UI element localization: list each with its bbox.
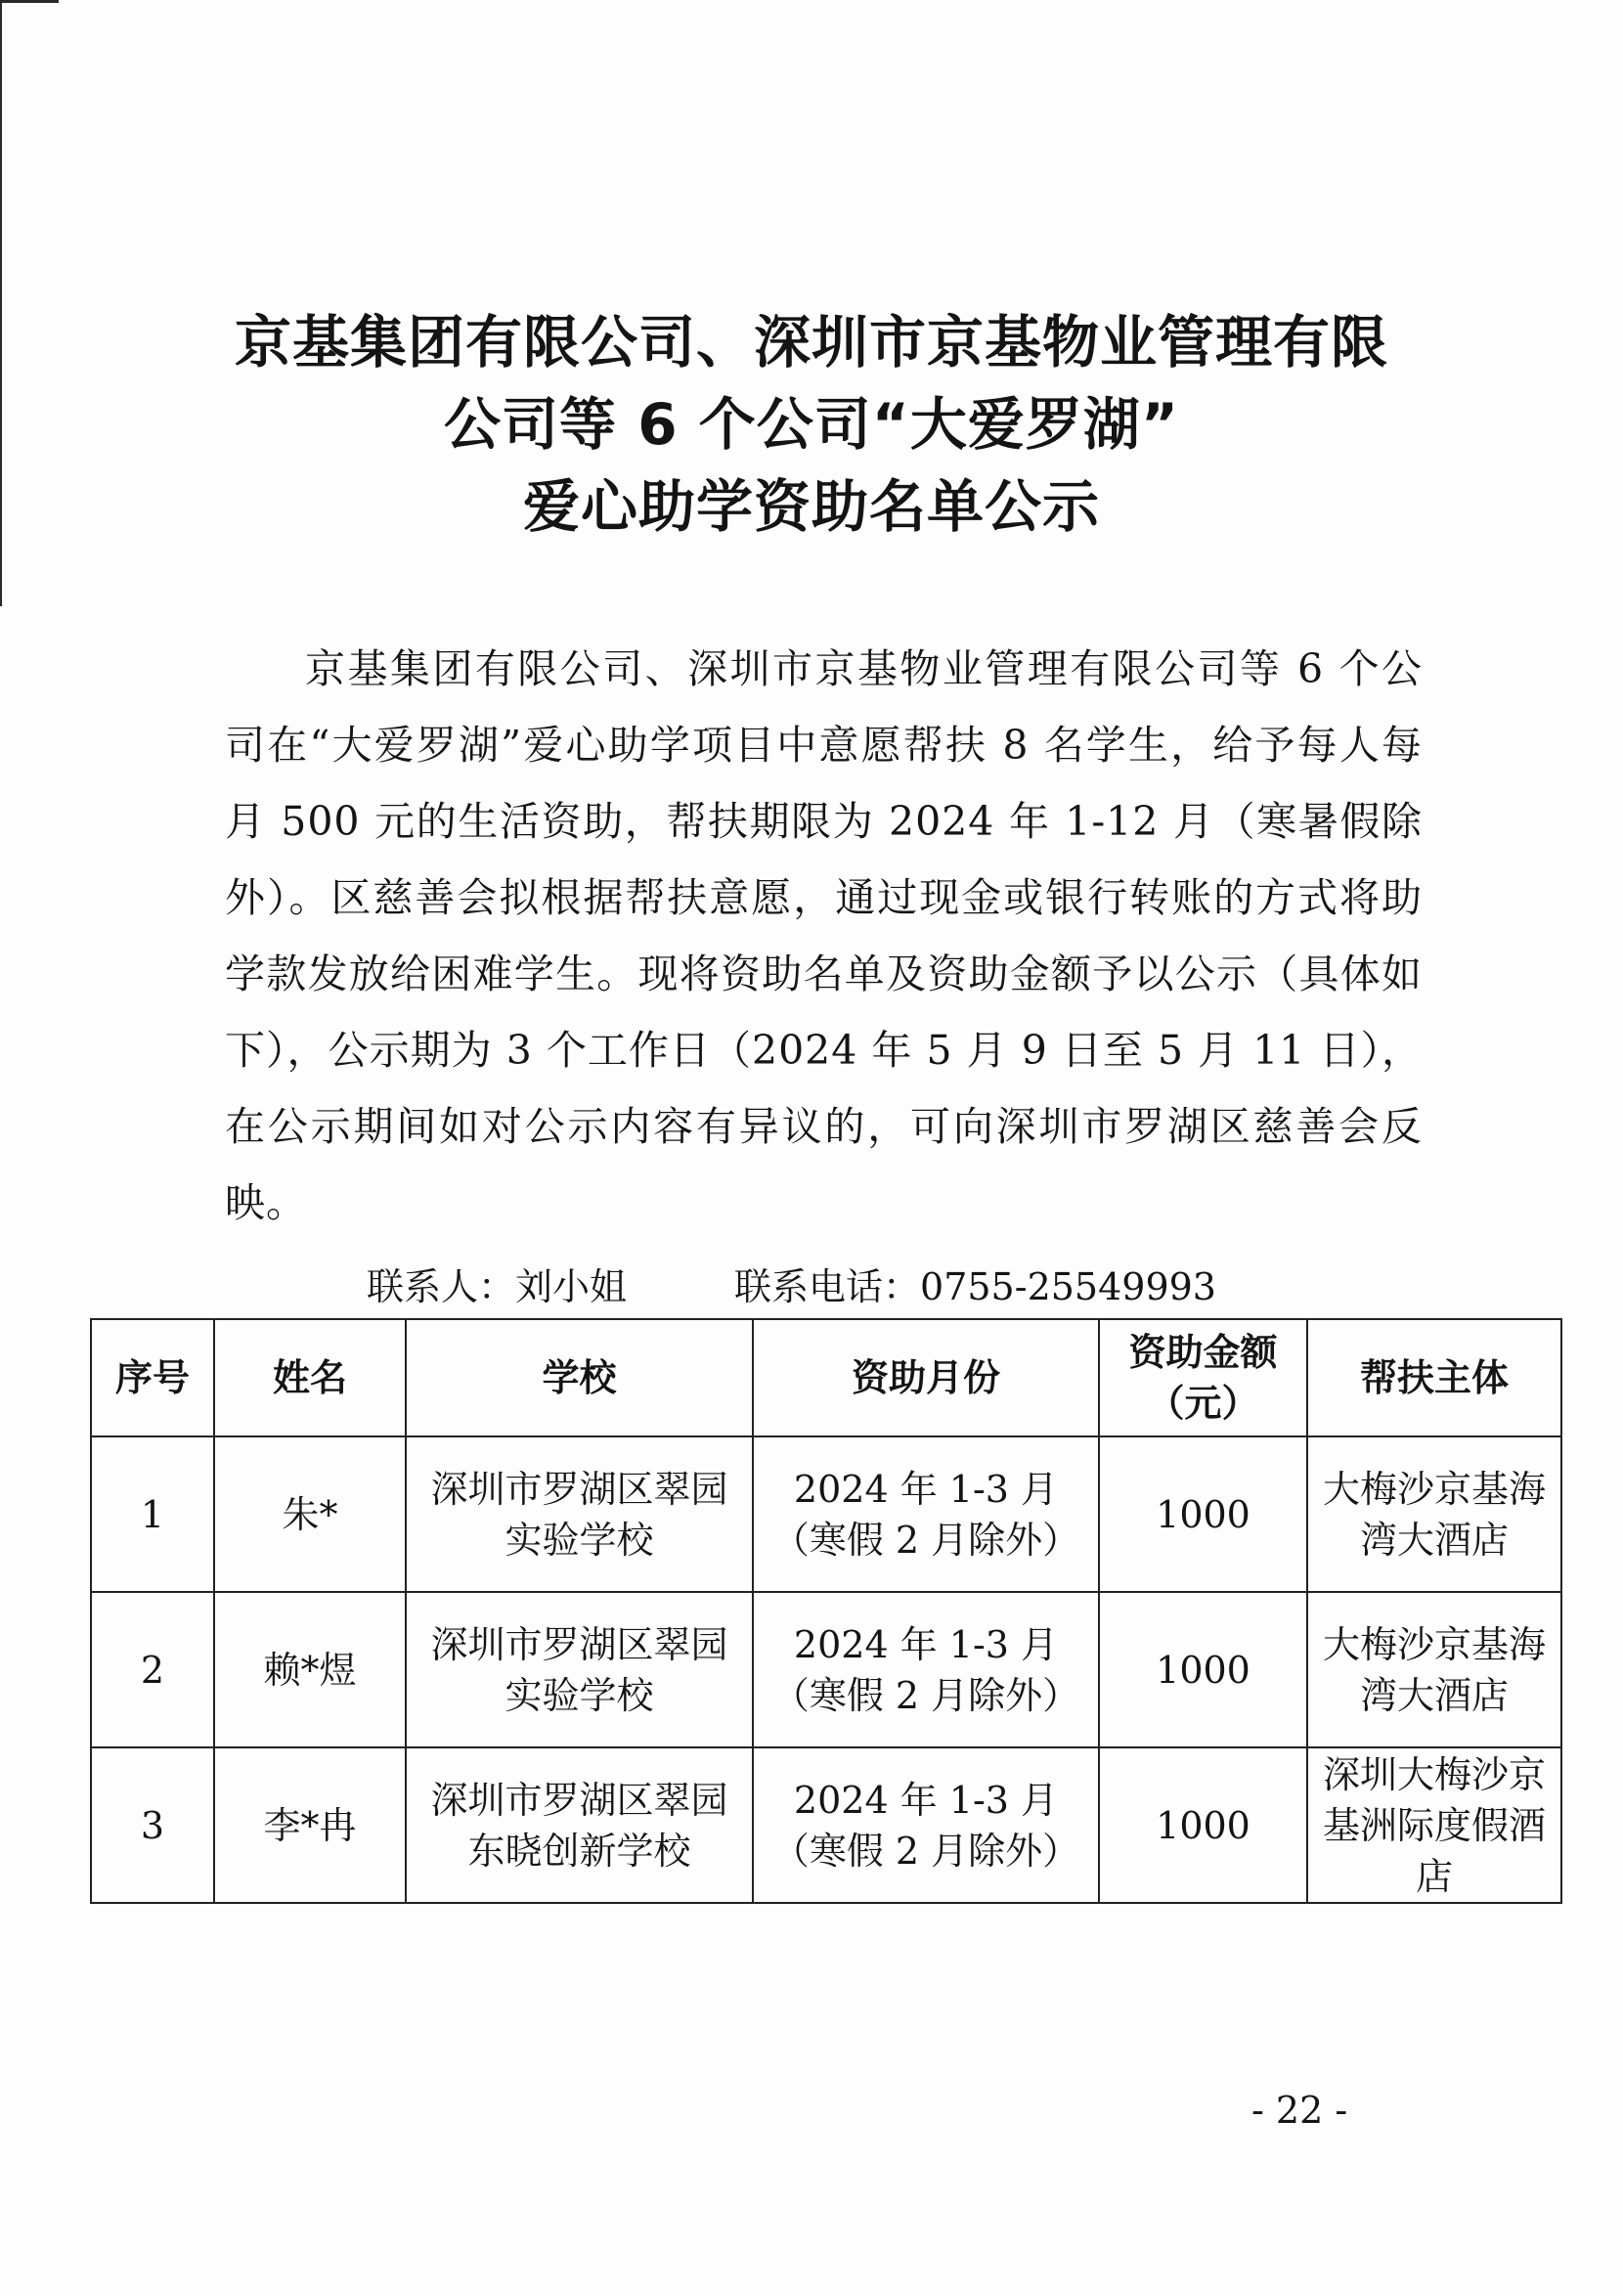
- cell-no: 3: [91, 1747, 214, 1903]
- table-header-row: [91, 1319, 1561, 1436]
- months-line-2: （寒假 2 月除外）: [771, 1829, 1080, 1873]
- cell-name: 李*冉: [214, 1747, 406, 1903]
- cell-school: 深圳市罗湖区翠园实验学校: [406, 1592, 753, 1747]
- page-number: - 22 -: [1251, 2089, 1348, 2132]
- title-line-3: 爱心助学资助名单公示: [522, 473, 1100, 540]
- cell-amount: 1000: [1099, 1436, 1307, 1592]
- cell-sponsor: 大梅沙京基海湾大酒店: [1307, 1592, 1561, 1747]
- cell-months: [753, 1592, 1099, 1747]
- cell-no: 1: [91, 1436, 214, 1592]
- contact-line: [367, 1259, 1344, 1314]
- months-line-1: 2024 年 1-3 月: [793, 1467, 1059, 1511]
- cell-school: 深圳市罗湖区翠园东晓创新学校: [406, 1747, 753, 1903]
- title-line-1: 京基集团有限公司、深圳市京基物业管理有限: [234, 309, 1388, 375]
- document-title: [176, 301, 1447, 548]
- cell-name: 赖*煜: [214, 1592, 406, 1747]
- cell-no: 2: [91, 1592, 214, 1747]
- months-line-2: （寒假 2 月除外）: [771, 1673, 1080, 1717]
- cell-sponsor: 大梅沙京基海湾大酒店: [1307, 1436, 1561, 1592]
- months-line-1: 2024 年 1-3 月: [793, 1778, 1059, 1822]
- scan-edge-mark: [0, 0, 2, 606]
- header-no: 序号: [91, 1319, 214, 1436]
- contact-person: 联系人：刘小姐: [367, 1265, 628, 1308]
- header-amount: 资助金额（元）: [1099, 1319, 1307, 1436]
- cell-name: 朱*: [214, 1436, 406, 1592]
- header-months: 资助月份: [753, 1319, 1099, 1436]
- header-sponsor: 帮扶主体: [1307, 1319, 1561, 1436]
- cell-months: [753, 1747, 1099, 1903]
- months-line-2: （寒假 2 月除外）: [771, 1518, 1080, 1562]
- table-row: [91, 1592, 1561, 1747]
- aid-list-table: [90, 1318, 1562, 1904]
- table-row: [91, 1747, 1561, 1903]
- cell-school: 深圳市罗湖区翠园实验学校: [406, 1436, 753, 1592]
- scan-edge-mark-top: [0, 0, 59, 3]
- header-school: 学校: [406, 1319, 753, 1436]
- table-row: [91, 1436, 1561, 1592]
- cell-months: [753, 1436, 1099, 1592]
- contact-phone: 联系电话：0755-25549993: [734, 1265, 1216, 1308]
- title-line-2: 公司等 6 个公司“大爱罗湖”: [444, 391, 1179, 458]
- cell-sponsor: 深圳大梅沙京基洲际度假酒店: [1307, 1747, 1561, 1903]
- months-line-1: 2024 年 1-3 月: [793, 1622, 1059, 1666]
- cell-amount: 1000: [1099, 1747, 1307, 1903]
- cell-amount: 1000: [1099, 1592, 1307, 1747]
- header-name: 姓名: [214, 1319, 406, 1436]
- body-paragraph: 京基集团有限公司、深圳市京基物业管理有限公司等 6 个公司在“大爱罗湖”爱心助学项目中意愿帮扶 8 名学生，给予每人每月 500 元的生活资助，帮扶期限为 2024 年 1-12 月（寒暑假除外）。区慈善会拟根据帮扶意愿，通过现金或银行转账的方式将助学款发放给困难学生。现将资助名单及资助金额予以公示（具体如下），公示期为 3 个工作日（2024 年 5 月 9 日至 5 月 11 日），在公示期间如对公示内容有异议的，可向深圳市罗湖区慈善会反映。: [225, 645, 1423, 1226]
